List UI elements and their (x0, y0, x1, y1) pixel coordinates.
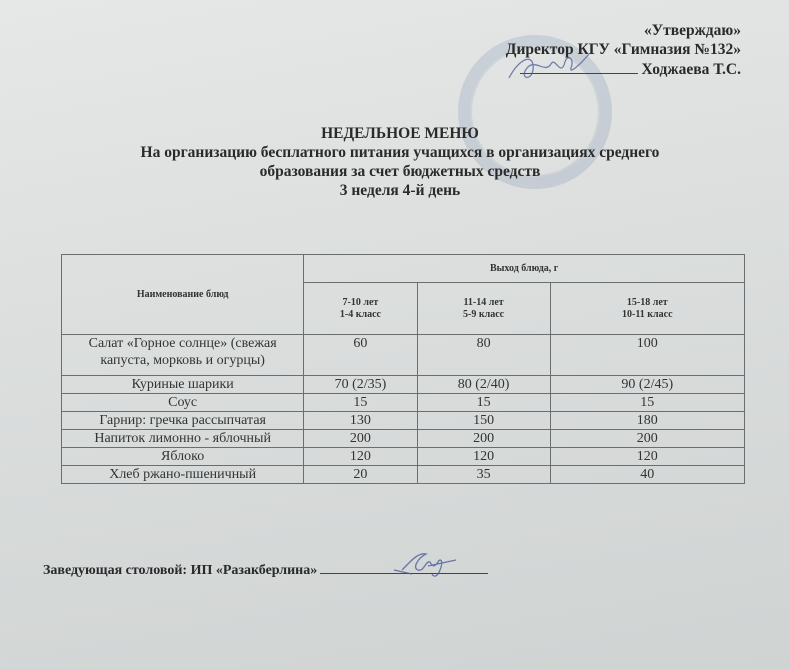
yield-value: 40 (550, 466, 744, 484)
signature-underline (320, 561, 488, 574)
canteen-manager-signature-block (43, 561, 488, 579)
age-range: 11-14 лет (463, 296, 504, 308)
yield-value: 90 (2/45) (550, 376, 744, 394)
table-row (62, 448, 745, 466)
age-range: 15-18 лет (626, 296, 668, 308)
menu-table (61, 254, 745, 484)
yield-value: 80 (2/40) (417, 376, 550, 394)
yield-value: 15 (417, 394, 550, 412)
week-day-label: 3 неделя 4-й день (339, 182, 461, 199)
table-row (62, 466, 745, 484)
grade-range: 10-11 класс (622, 308, 673, 320)
yield-value: 20 (304, 466, 417, 484)
director-title: Директор КГУ «Гимназия №132» (505, 41, 741, 58)
document-subtitle-line2: образования за счет бюджетных средств (259, 163, 541, 180)
header-age-group-3 (550, 283, 744, 335)
dish-name: Салат «Горное солнце» (свежая капуста, морковь и огурцы) (62, 335, 304, 376)
age-range: 7-10 лет (342, 296, 379, 308)
header-dish-name: Наименование блюд (62, 255, 304, 335)
header-age-group-1 (304, 283, 417, 335)
yield-value: 80 (417, 335, 550, 376)
yield-value: 60 (304, 335, 417, 376)
yield-value: 130 (304, 412, 417, 430)
yield-value: 200 (304, 430, 417, 448)
table-row (62, 335, 745, 376)
header-age-group-2 (417, 283, 550, 335)
yield-value: 35 (417, 466, 550, 484)
approval-block (506, 21, 741, 79)
table-row (62, 430, 745, 448)
yield-value: 15 (550, 394, 744, 412)
table-row (62, 412, 745, 430)
yield-value: 100 (550, 335, 744, 376)
yield-value: 180 (550, 412, 744, 430)
grade-range: 5-9 класс (463, 308, 505, 320)
dish-name: Гарнир: гречка рассыпчатая (62, 412, 304, 430)
dish-name: Хлеб ржано-пшеничный (62, 466, 304, 484)
yield-value: 70 (2/35) (304, 376, 417, 394)
dish-name: Напиток лимонно - яблочный (62, 430, 304, 448)
grade-range: 1-4 класс (339, 308, 381, 320)
yield-value: 200 (417, 430, 550, 448)
dish-name: Куриные шарики (62, 376, 304, 394)
yield-value: 150 (417, 412, 550, 430)
yield-value: 120 (417, 448, 550, 466)
table-row (62, 394, 745, 412)
yield-value: 15 (304, 394, 417, 412)
document-heading: НЕДЕЛЬНОЕ МЕНЮ (321, 125, 479, 142)
dish-name: Яблоко (62, 448, 304, 466)
yield-value: 120 (304, 448, 417, 466)
dish-name: Соус (62, 394, 304, 412)
document-title-block (40, 124, 760, 200)
table-row (62, 376, 745, 394)
director-signature-line (506, 59, 741, 79)
document-subtitle-line1: На организацию бесплатного питания учащихся в организациях среднего (140, 144, 660, 161)
director-name: Ходжаева Т.С. (641, 61, 741, 78)
signature-underline (520, 59, 638, 74)
yield-value: 120 (550, 448, 744, 466)
canteen-manager-label: Заведующая столовой: ИП «Разакберлина» (43, 563, 318, 578)
approval-label: «Утверждаю» (643, 22, 741, 39)
yield-value: 200 (550, 430, 744, 448)
header-portion-yield: Выход блюда, г (304, 255, 745, 283)
